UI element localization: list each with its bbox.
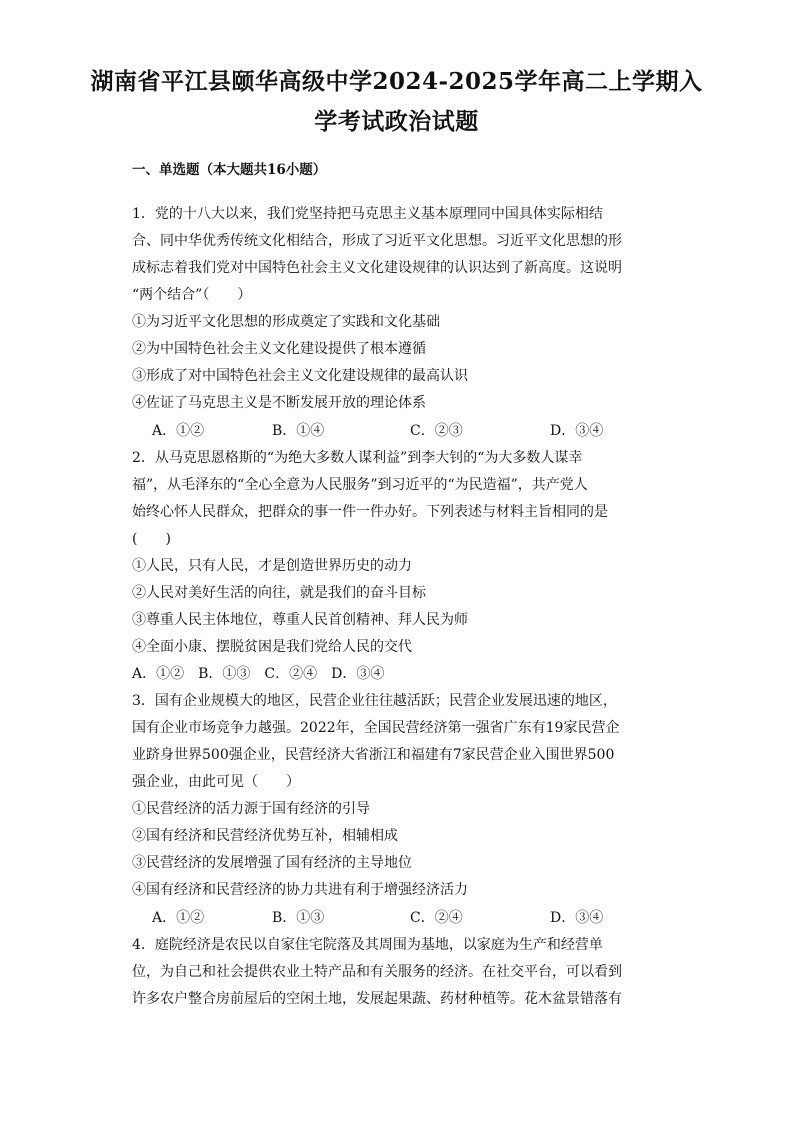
q1-item-2: ②为中国特色社会主义文化建设提供了根本遵循	[132, 341, 426, 357]
q2-options: A．①② B．①③ C．②④ D．③④	[132, 666, 385, 682]
q2-item-3: ③尊重人民主体地位，尊重人民首创精神、拜人民为师	[132, 612, 468, 628]
q3-stem-line-1: 3．国有企业规模大的地区，民营企业往往越活跃；民营企业发展迅速的地区，	[132, 693, 617, 709]
q2-stem-line-2: 福”，从毛泽东的“全心全意为人民服务”到习近平的“为民造福”，共产党人	[132, 477, 588, 493]
q3-option-c: C．②④	[410, 910, 463, 926]
q3-stem-line-4: 强企业，由此可见（ ）	[132, 774, 300, 790]
q2-stem-line-1: 2．从马克思恩格斯的“为绝大多数人谋利益”到李大钊的“为大多数人谋幸	[132, 450, 583, 466]
section-heading: 一、单选题（本大题共16小题）	[132, 162, 327, 178]
q1-stem-line-4: “两个结合”（ ）	[132, 287, 252, 303]
exam-title-line-1: 湖南省平江县颐华高级中学2024-2025学年高二上学期入	[90, 68, 703, 95]
q1-option-b: B．①④	[272, 423, 325, 439]
q2-item-1: ①人民，只有人民，才是创造世界历史的动力	[132, 558, 412, 574]
q2-item-2: ②人民对美好生活的向往，就是我们的奋斗目标	[132, 585, 426, 601]
q3-item-3: ③民营经济的发展增强了国有经济的主导地位	[132, 855, 412, 871]
q3-option-a: A．①②	[152, 910, 205, 926]
q3-item-1: ①民营经济的活力源于国有经济的引导	[132, 801, 370, 817]
q3-item-4: ④国有经济和民营经济的协力共进有利于增强经济活力	[132, 882, 468, 898]
q1-item-3: ③形成了对中国特色社会主义文化建设规律的最高认识	[132, 368, 468, 384]
q4-stem-line-1: 4．庭院经济是农民以自家住宅院落及其周围为基地，以家庭为生产和经营单	[132, 937, 603, 953]
q3-option-b: B．①③	[272, 910, 325, 926]
q2-item-4: ④全面小康、摆脱贫困是我们党给人民的交代	[132, 639, 412, 655]
q2-stem-line-3: 始终心怀人民群众，把群众的事一件一件办好。下列表述与材料主旨相同的是	[132, 504, 608, 520]
q4-stem-line-3: 许多农户整合房前屋后的空闲土地，发展起果蔬、药材种植等。花木盆景错落有	[132, 991, 622, 1007]
q3-item-2: ②国有经济和民营经济优势互补，相辅相成	[132, 828, 398, 844]
q1-option-d: D．③④	[550, 423, 604, 439]
q1-stem-line-2: 合、同中华优秀传统文化相结合，形成了习近平文化思想。习近平文化思想的形	[132, 233, 622, 249]
exam-title-line-2: 学考试政治试题	[314, 108, 479, 135]
q3-stem-line-3: 业跻身世界500强企业，民营经济大省浙江和福建有7家民营企业入围世界500	[132, 747, 615, 763]
q1-option-a: A．①②	[152, 423, 205, 439]
q2-stem-line-4: ( )	[132, 531, 171, 547]
q1-stem-line-3: 成标志着我们党对中国特色社会主义文化建设规律的认识达到了新高度。这说明	[132, 260, 622, 276]
q3-stem-line-2: 国有企业市场竞争力越强。2022年，全国民营经济第一强省广东有19家民营企	[132, 720, 620, 736]
q1-stem-line-1: 1．党的十八大以来，我们党坚持把马克思主义基本原理同中国具体实际相结	[132, 206, 603, 222]
q1-item-4: ④佐证了马克思主义是不断发展开放的理论体系	[132, 395, 426, 411]
q1-item-1: ①为习近平文化思想的形成奠定了实践和文化基础	[132, 314, 440, 330]
q3-option-d: D．③④	[550, 910, 604, 926]
q4-stem-line-2: 位，为自己和社会提供农业土特产品和有关服务的经济。在社交平台，可以看到	[132, 964, 622, 980]
q1-option-c: C．②③	[410, 423, 463, 439]
